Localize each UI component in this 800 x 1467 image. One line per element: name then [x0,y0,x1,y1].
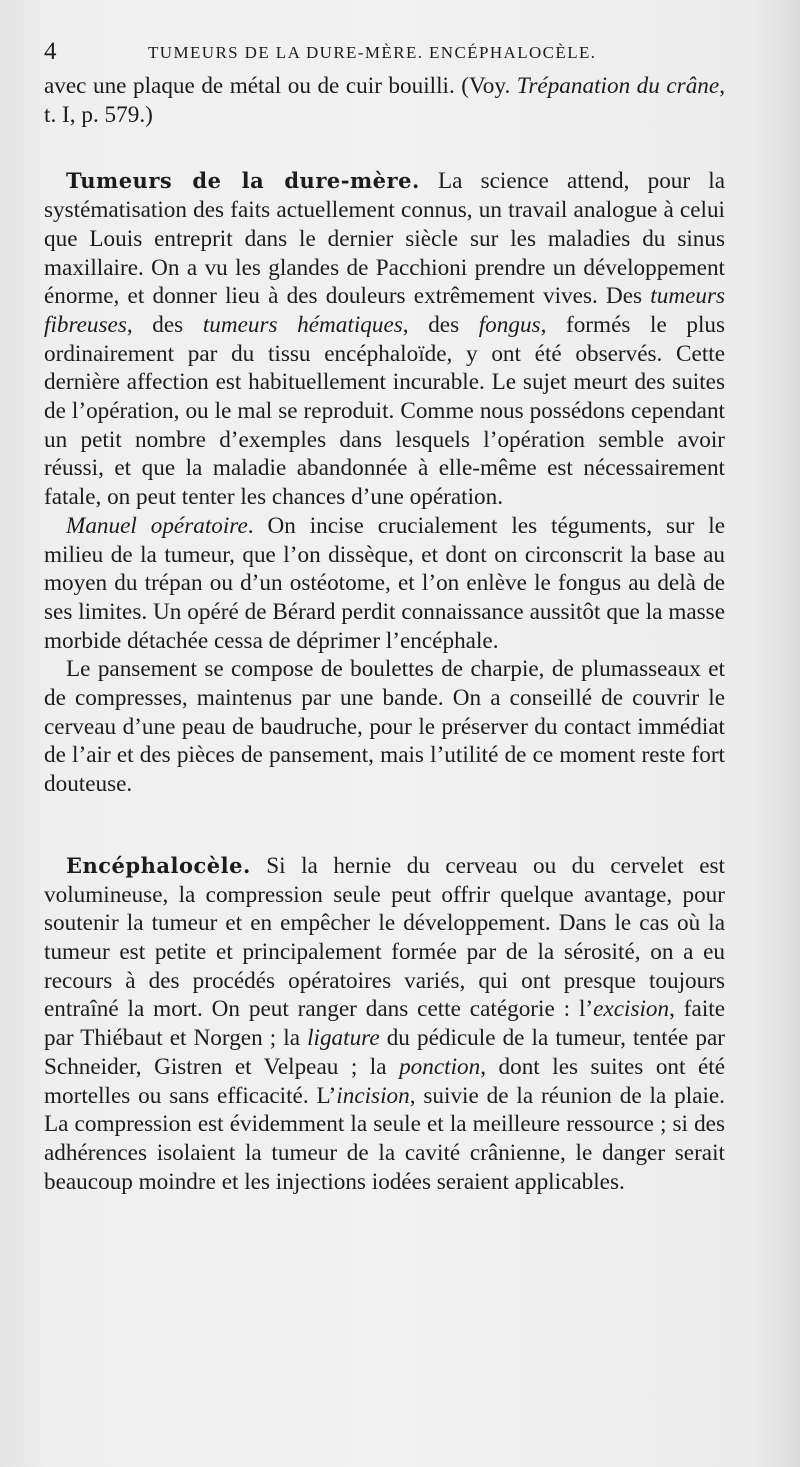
page-header [44,38,744,68]
cross-reference: Trépanation du crâne [516,73,720,99]
encephalocele-paragraph: Encéphalocèle. Si la hernie du cerveau ou du cervelet est volumineuse, la compression seule peut offrir quelque avantage, pour soutenir la tumeur et en empêcher le développement. Dans le cas où la tumeur est petite et principalement formée par de la sérosité, on a eu recours à des procédés opératoires variés, qui ont presque toujours entraîné la mort. On peut ranger dans cette catégorie : l’excision, faite par Thiébaut et Norgen ; la ligature du pédicule de la tumeur, tentée par Schneider, Gistren et Velpeau ; la ponction, dont les suites ont été mortelles ou sans efficacité. L’incision, suivie de la réunion de la plaie. La compression est évidemment la seule et la meilleure ressource ; si des adhérences isolaient la tumeur de la cavité crânienne, le danger serait beaucoup moindre et les injections iodées seraient applicables. [44,852,726,1195]
dure-mere-paragraph-2: Manuel opératoire. On incise crucialement les téguments, sur le milieu de la tumeur, que l’on dissèque, et dont on circonscrit la base au moyen du trépan ou d’un ostéotome, et l’on enlève le fongus au delà de ses limites. Un opéré de Bérard perdit connaissance aussitôt que la masse morbide détachée cessa de déprimer l’encéphale. [44,512,725,654]
continuation-paragraph: avec une plaque de métal ou de cuir bouilli. (Voy. Trépanation du crâne, t. I, p. 579.) [44,73,725,128]
subheading-manuel-operatoire: Manuel opératoire [66,512,248,539]
dure-mere-paragraph-1: Tumeurs de la dure-mère. La science attend, pour la systématisation des faits actuellement connus, un travail analogue à celui que Louis entreprit dans le dernier siècle sur les maladies du sinus maxillaire. On a vu les glandes de Pacchioni prendre un développement énorme, et donner lieu à des douleurs extrêmement vives. Des tumeurs fibreuses, des tumeurs hématiques, des fongus, formés le plus ordinairement par du tissu encéphaloïde, y ont été observés. Cette dernière affection est habituellement incurable. Le sujet meurt des suites de l’opération, ou le mal se reproduit. Comme nous possédons cependant un petit nombre d’exemples dans lesquels l’opération semble avoir réussi, et que la maladie abandonnée à elle-même est nécessairement fatale, on peut tenter les chances d’une opération. [44,168,726,511]
dure-mere-paragraph-3: Le pansement se compose de boulettes de charpie, de plumasseaux et de compresses, maintenus par une bande. On a conseillé de couvrir le cerveau d’une peau de baudruche, pour le préserver du contact immédiat de l’air et des pièces de pansement, mais l’utilité de ce moment reste fort douteuse. [44,656,725,798]
page-body [44,72,725,1196]
running-head: TUMEURS DE LA DURE-MÈRE. ENCÉPHALOCÈLE. [148,43,597,62]
section-heading-dure-mere: Tumeurs de la dure-mère. [66,168,420,194]
page-number: 4 [44,38,57,65]
section-heading-encephalocele: Encéphalocèle. [66,852,251,878]
